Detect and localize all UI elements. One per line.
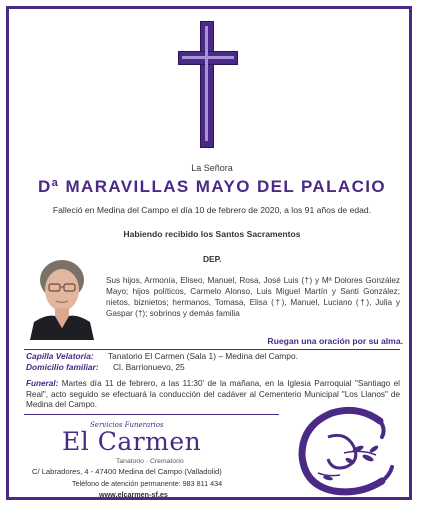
chapel-value: Tanatorio El Carmen (Sala 1) – Medina del Campo.: [108, 351, 298, 361]
divider: [24, 414, 279, 415]
company-website: www.elcarmen-sf.es: [99, 490, 168, 499]
chapel-label: Capilla Velatoria:: [26, 351, 94, 361]
sacraments-text: Habiendo recibido los Santos Sacramentos: [123, 229, 301, 239]
intro-label: La Señora: [191, 163, 233, 173]
family-text: Sus hijos, Armonía, Eliseo, Manuel, Rosa, José Luis (†) y Mª Dolores González Mayo; hijos políticos, Carmelo Alonso, Luis Miguel Martín y Santi González; nietos, biznietos; hermanos, Tomasa, Elisa (†), Manuel, Luciano (†), Julia y Gaspar (†); sobrinos y demás familia: [106, 276, 400, 318]
portrait-photo: [28, 256, 96, 340]
company-address: C/ Labradores, 4 - 47400 Medina del Campo (Valladolid): [32, 467, 222, 476]
logo-tagline: Servicios Funerarios: [90, 421, 164, 429]
logo-subtitle: Tanatorio · Crematorio: [116, 458, 184, 465]
logo-name: El Carmen: [62, 427, 202, 456]
divider: [24, 349, 400, 350]
rip-label: DEP.: [203, 254, 222, 264]
cross-icon: [178, 21, 238, 148]
monogram-icon: [288, 403, 400, 498]
deceased-name: Dª MARAVILLAS MAYO DEL PALACIO: [37, 177, 386, 196]
address-value: Cl. Barrionuevo, 25: [113, 362, 185, 372]
funeral-label: Funeral:: [26, 379, 59, 388]
funeral-value: Martes día 11 de febrero, a las 11:30' de la mañana, en la Iglesia Parroquial "Santiago el Real", acto seguido se efectuará la conducción del cadáver al Cementerio Municipal "Los Llanos" de Medina del Campo.: [26, 379, 400, 409]
death-notice: Falleció en Medina del Campo el día 10 de febrero de 2020, a los 91 años de edad.: [52, 205, 372, 215]
address-label: Domicilio familiar:: [26, 362, 99, 372]
prayer-request: Ruegan una oración por su alma.: [267, 336, 403, 346]
company-phone: Teléfono de atención permanente: 983 811 434: [72, 479, 223, 488]
